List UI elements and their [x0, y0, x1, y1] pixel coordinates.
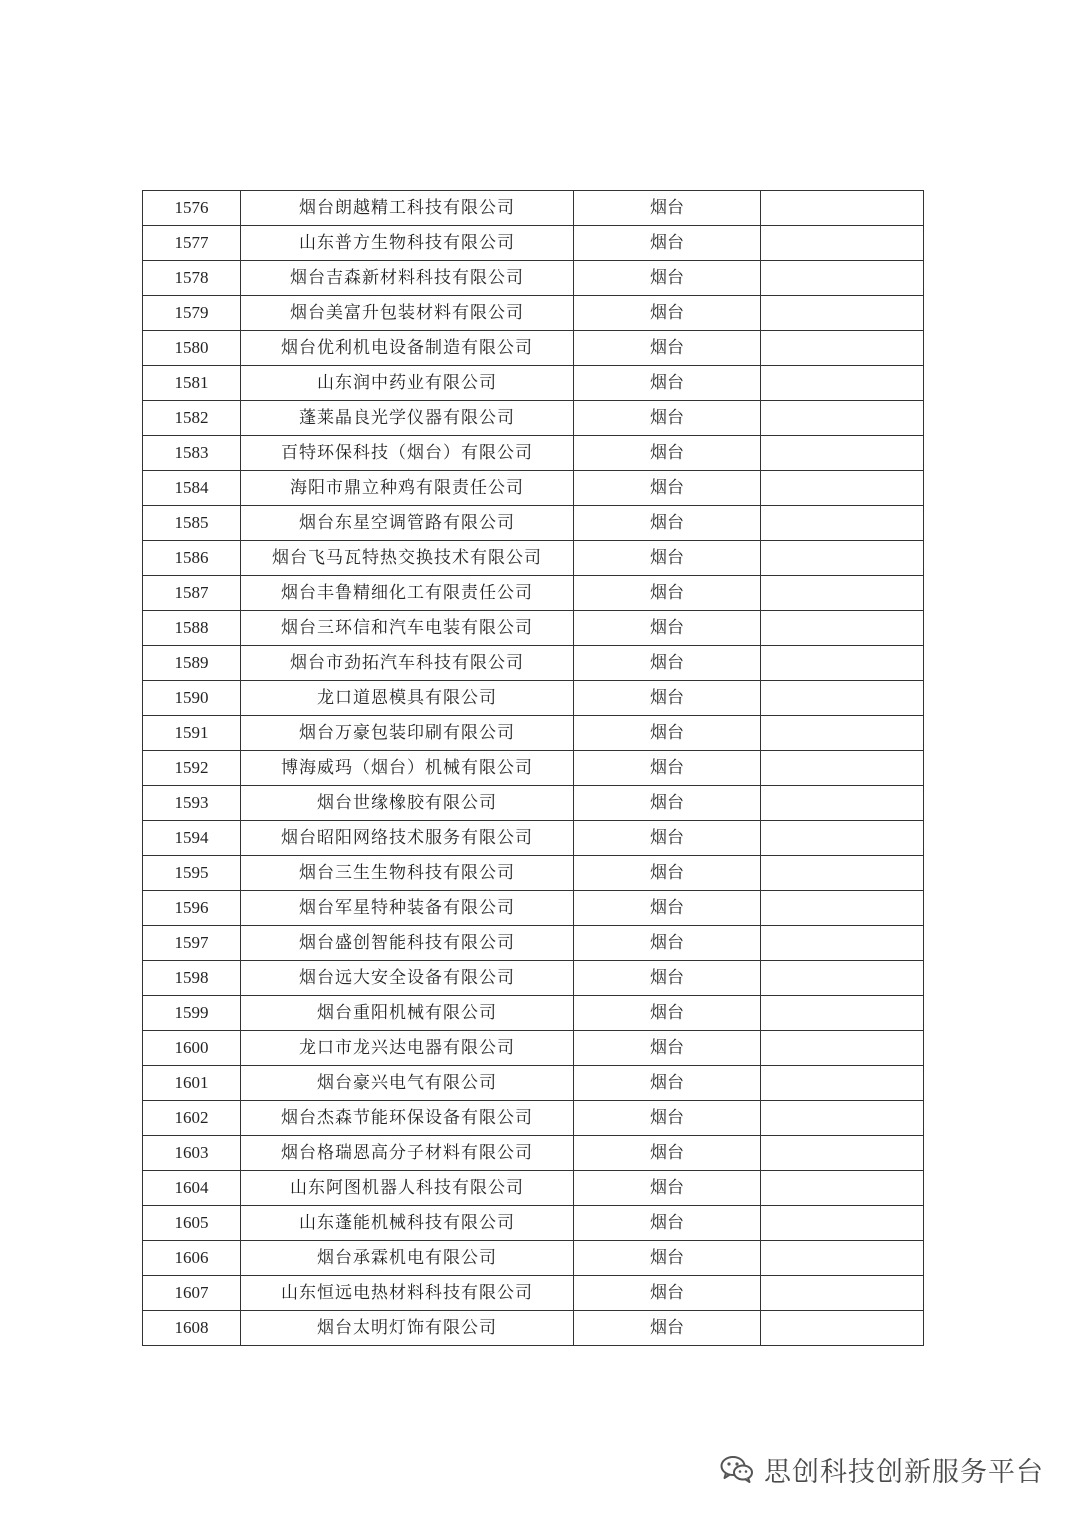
note-cell	[761, 261, 924, 296]
table-row	[143, 1066, 924, 1101]
table-row	[143, 1311, 924, 1346]
city-cell: 烟台	[574, 1171, 761, 1206]
note-cell	[761, 926, 924, 961]
city-cell: 烟台	[574, 786, 761, 821]
city-cell: 烟台	[574, 401, 761, 436]
city-cell: 烟台	[574, 996, 761, 1031]
row-number-cell: 1577	[143, 226, 241, 261]
row-number-cell: 1576	[143, 191, 241, 226]
table-row	[143, 191, 924, 226]
company-name-cell: 烟台万豪包装印刷有限公司	[241, 716, 574, 751]
note-cell	[761, 471, 924, 506]
watermark-text: 思创科技创新服务平台	[764, 1456, 1044, 1488]
company-name-cell: 烟台重阳机械有限公司	[241, 996, 574, 1031]
note-cell	[761, 786, 924, 821]
row-number-cell: 1587	[143, 576, 241, 611]
city-cell: 烟台	[574, 1206, 761, 1241]
city-cell: 烟台	[574, 1066, 761, 1101]
city-cell: 烟台	[574, 891, 761, 926]
note-cell	[761, 1241, 924, 1276]
note-cell	[761, 996, 924, 1031]
table-row	[143, 926, 924, 961]
row-number-cell: 1601	[143, 1066, 241, 1101]
table-row	[143, 751, 924, 786]
city-cell: 烟台	[574, 926, 761, 961]
note-cell	[761, 821, 924, 856]
city-cell: 烟台	[574, 1136, 761, 1171]
city-cell: 烟台	[574, 1031, 761, 1066]
table-row	[143, 401, 924, 436]
company-name-cell: 龙口道恩模具有限公司	[241, 681, 574, 716]
city-cell: 烟台	[574, 961, 761, 996]
city-cell: 烟台	[574, 261, 761, 296]
company-name-cell: 海阳市鼎立种鸡有限责任公司	[241, 471, 574, 506]
company-name-cell: 烟台丰鲁精细化工有限责任公司	[241, 576, 574, 611]
row-number-cell: 1605	[143, 1206, 241, 1241]
row-number-cell: 1592	[143, 751, 241, 786]
note-cell	[761, 1136, 924, 1171]
row-number-cell: 1593	[143, 786, 241, 821]
note-cell	[761, 506, 924, 541]
company-name-cell: 蓬莱晶良光学仪器有限公司	[241, 401, 574, 436]
note-cell	[761, 191, 924, 226]
company-name-cell: 山东蓬能机械科技有限公司	[241, 1206, 574, 1241]
note-cell	[761, 1206, 924, 1241]
company-name-cell: 烟台昭阳网络技术服务有限公司	[241, 821, 574, 856]
note-cell	[761, 366, 924, 401]
city-cell: 烟台	[574, 331, 761, 366]
company-name-cell: 烟台太明灯饰有限公司	[241, 1311, 574, 1346]
table-row	[143, 856, 924, 891]
company-name-cell: 烟台东星空调管路有限公司	[241, 506, 574, 541]
company-name-cell: 山东恒远电热材料科技有限公司	[241, 1276, 574, 1311]
note-cell	[761, 1171, 924, 1206]
city-cell: 烟台	[574, 296, 761, 331]
note-cell	[761, 1066, 924, 1101]
table-row	[143, 821, 924, 856]
note-cell	[761, 751, 924, 786]
note-cell	[761, 611, 924, 646]
row-number-cell: 1598	[143, 961, 241, 996]
table-row	[143, 1031, 924, 1066]
company-name-cell: 博海威玛（烟台）机械有限公司	[241, 751, 574, 786]
city-cell: 烟台	[574, 1241, 761, 1276]
row-number-cell: 1585	[143, 506, 241, 541]
table-row	[143, 436, 924, 471]
note-cell	[761, 891, 924, 926]
row-number-cell: 1600	[143, 1031, 241, 1066]
table-row	[143, 1136, 924, 1171]
note-cell	[761, 646, 924, 681]
wechat-icon	[720, 1455, 754, 1483]
company-name-cell: 烟台市劲拓汽车科技有限公司	[241, 646, 574, 681]
note-cell	[761, 1311, 924, 1346]
company-name-cell: 山东润中药业有限公司	[241, 366, 574, 401]
city-cell: 烟台	[574, 821, 761, 856]
row-number-cell: 1603	[143, 1136, 241, 1171]
company-name-cell: 烟台飞马瓦特热交换技术有限公司	[241, 541, 574, 576]
company-name-cell: 烟台朗越精工科技有限公司	[241, 191, 574, 226]
table-row	[143, 296, 924, 331]
company-table	[142, 190, 924, 1346]
company-name-cell: 山东普方生物科技有限公司	[241, 226, 574, 261]
company-name-cell: 烟台格瑞恩高分子材料有限公司	[241, 1136, 574, 1171]
row-number-cell: 1594	[143, 821, 241, 856]
company-name-cell: 烟台优利机电设备制造有限公司	[241, 331, 574, 366]
row-number-cell: 1602	[143, 1101, 241, 1136]
note-cell	[761, 1276, 924, 1311]
row-number-cell: 1578	[143, 261, 241, 296]
row-number-cell: 1579	[143, 296, 241, 331]
note-cell	[761, 541, 924, 576]
company-name-cell: 烟台承霖机电有限公司	[241, 1241, 574, 1276]
note-cell	[761, 436, 924, 471]
company-name-cell: 烟台杰森节能环保设备有限公司	[241, 1101, 574, 1136]
row-number-cell: 1596	[143, 891, 241, 926]
company-name-cell: 烟台三生生物科技有限公司	[241, 856, 574, 891]
row-number-cell: 1608	[143, 1311, 241, 1346]
table-row	[143, 541, 924, 576]
row-number-cell: 1606	[143, 1241, 241, 1276]
note-cell	[761, 401, 924, 436]
city-cell: 烟台	[574, 611, 761, 646]
city-cell: 烟台	[574, 191, 761, 226]
city-cell: 烟台	[574, 716, 761, 751]
company-name-cell: 龙口市龙兴达电器有限公司	[241, 1031, 574, 1066]
row-number-cell: 1583	[143, 436, 241, 471]
company-name-cell: 百特环保科技（烟台）有限公司	[241, 436, 574, 471]
table-row	[143, 226, 924, 261]
company-name-cell: 烟台豪兴电气有限公司	[241, 1066, 574, 1101]
row-number-cell: 1588	[143, 611, 241, 646]
note-cell	[761, 226, 924, 261]
note-cell	[761, 856, 924, 891]
table-row	[143, 961, 924, 996]
row-number-cell: 1591	[143, 716, 241, 751]
row-number-cell: 1586	[143, 541, 241, 576]
table-row	[143, 506, 924, 541]
row-number-cell: 1599	[143, 996, 241, 1031]
company-name-cell: 烟台美富升包装材料有限公司	[241, 296, 574, 331]
table-row	[143, 681, 924, 716]
row-number-cell: 1582	[143, 401, 241, 436]
row-number-cell: 1590	[143, 681, 241, 716]
note-cell	[761, 296, 924, 331]
note-cell	[761, 716, 924, 751]
city-cell: 烟台	[574, 506, 761, 541]
row-number-cell: 1589	[143, 646, 241, 681]
company-name-cell: 烟台军星特种装备有限公司	[241, 891, 574, 926]
city-cell: 烟台	[574, 436, 761, 471]
table-row	[143, 1206, 924, 1241]
note-cell	[761, 331, 924, 366]
note-cell	[761, 576, 924, 611]
city-cell: 烟台	[574, 856, 761, 891]
city-cell: 烟台	[574, 1101, 761, 1136]
table-row	[143, 576, 924, 611]
city-cell: 烟台	[574, 681, 761, 716]
table-row	[143, 646, 924, 681]
city-cell: 烟台	[574, 1311, 761, 1346]
company-name-cell: 烟台远大安全设备有限公司	[241, 961, 574, 996]
table-row	[143, 611, 924, 646]
table-row	[143, 891, 924, 926]
table-row	[143, 1171, 924, 1206]
table-row	[143, 1101, 924, 1136]
row-number-cell: 1595	[143, 856, 241, 891]
row-number-cell: 1581	[143, 366, 241, 401]
city-cell: 烟台	[574, 576, 761, 611]
row-number-cell: 1604	[143, 1171, 241, 1206]
table-row	[143, 366, 924, 401]
city-cell: 烟台	[574, 646, 761, 681]
note-cell	[761, 961, 924, 996]
watermark	[720, 1451, 1044, 1487]
company-name-cell: 烟台三环信和汽车电装有限公司	[241, 611, 574, 646]
city-cell: 烟台	[574, 366, 761, 401]
company-name-cell: 山东阿图机器人科技有限公司	[241, 1171, 574, 1206]
row-number-cell: 1597	[143, 926, 241, 961]
table-row	[143, 996, 924, 1031]
row-number-cell: 1580	[143, 331, 241, 366]
row-number-cell: 1584	[143, 471, 241, 506]
city-cell: 烟台	[574, 1276, 761, 1311]
city-cell: 烟台	[574, 226, 761, 261]
company-table-body	[143, 191, 924, 1346]
note-cell	[761, 1101, 924, 1136]
note-cell	[761, 681, 924, 716]
company-name-cell: 烟台世缘橡胶有限公司	[241, 786, 574, 821]
note-cell	[761, 1031, 924, 1066]
table-row	[143, 716, 924, 751]
city-cell: 烟台	[574, 751, 761, 786]
company-name-cell: 烟台盛创智能科技有限公司	[241, 926, 574, 961]
table-row	[143, 786, 924, 821]
table-row	[143, 471, 924, 506]
table-row	[143, 1241, 924, 1276]
table-row	[143, 1276, 924, 1311]
table-row	[143, 331, 924, 366]
city-cell: 烟台	[574, 541, 761, 576]
city-cell: 烟台	[574, 471, 761, 506]
company-name-cell: 烟台吉森新材料科技有限公司	[241, 261, 574, 296]
table-row	[143, 261, 924, 296]
row-number-cell: 1607	[143, 1276, 241, 1311]
